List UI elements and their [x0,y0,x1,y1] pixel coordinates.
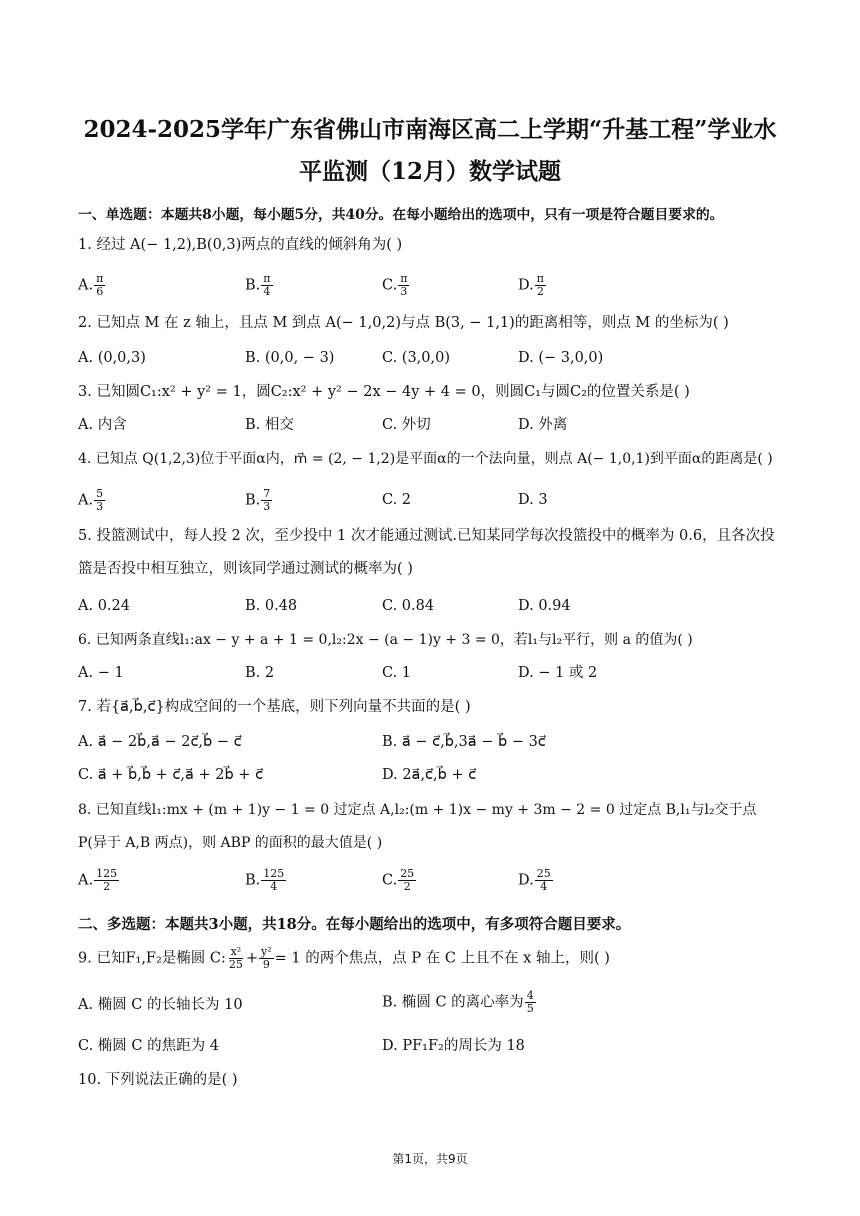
question-1-option-a: A. $\frac{\pi}{6}$ [78,272,104,299]
question-4-option-b: B. $\frac{7}{3}$ [245,487,271,514]
section-heading-single-choice: 一、单选题：本题共8小题，每小题5分，共40分。在每小题给出的选项中，只有一项是符合题目要求的。 [78,207,724,223]
page-title-line-1: 2024-2025学年广东省佛山市南海区高二上学期“升基工程”学业水 [83,116,777,143]
question-8-option-d: D. $\frac{25}{4}$ [518,867,551,894]
fraction: $\frac{\pi}{2}$ [536,272,544,299]
question-9-option-a: A. 椭圆 C 的长轴长为 10 [78,997,243,1013]
question-5-option-b: B. 0.48 [245,598,298,614]
question-3-stem: 3. 已知圆C₁:x² + y² = 1，圆C₂:x² + y² − 2x − 4y + 4 = 0，则圆C₁与圆C₂的位置关系是( ) [78,384,690,400]
fraction: $\frac{25}{2}$ [400,867,415,894]
question-7-option-d: D. 2a⃗,c⃗,b⃗ + c⃗ [382,767,477,783]
question-6-option-b: B. 2 [245,665,275,681]
question-1-option-d: D. $\frac{\pi}{2}$ [518,272,544,299]
question-2-option-d: D. (− 3,0,0) [518,350,604,366]
question-7-option-b: B. a⃗ − c⃗,b⃗,3a⃗ − b⃗ − 3c⃗ [382,734,546,750]
fraction: $\frac{5}{3}$ [96,487,104,514]
question-2-option-b: B. (0,0, − 3) [245,350,335,366]
question-1-stem: 1. 经过 A(− 1,2),B(0,3)两点的直线的倾斜角为( ) [78,237,403,253]
question-2-stem: 2. 已知点 M 在 z 轴上，且点 M 到点 A(− 1,0,2)与点 B(3, − 1,1)的距离相等，则点 M 的坐标为( ) [78,315,729,331]
fraction: $\frac{125}{4}$ [263,867,285,894]
question-1-option-c: C. $\frac{\pi}{3}$ [382,272,408,299]
question-1-option-b: B. $\frac{\pi}{4}$ [245,272,271,299]
question-5-option-d: D. 0.94 [518,598,571,614]
fraction: $\frac{4}{5}$ [526,989,534,1016]
fraction: $\frac{\pi}{3}$ [400,272,408,299]
fraction: $\frac{\text{x²}}{25}$ [228,945,243,972]
question-9-option-d: D. PF₁F₂的周长为 18 [382,1038,525,1054]
question-6-option-d: D. − 1 或 2 [518,665,598,681]
question-3-option-b: B. 相交 [245,417,294,433]
question-2-option-a: A. (0,0,3) [78,350,146,366]
question-4-option-c: C. 2 [382,492,412,508]
question-6-option-c: C. 1 [382,665,412,681]
question-9-stem: 9. 已知F₁,F₂是椭圆 C: $\frac{\text{x²}}{25}$ + $\frac{\text{y²}}{9}$ = 1 的两个焦点，点 P 在 C 上且不在 x 轴上，则( ) [78,945,610,972]
question-6-stem: 6. 已知两条直线l₁:ax − y + a + 1 = 0,l₂:2x − (a − 1)y + 3 = 0，若l₁与l₂平行，则 a 的值为( ) [78,632,693,648]
question-3-option-a: A. 内含 [78,417,127,433]
question-7-option-c: C. a⃗ + b⃗,b⃗ + c⃗,a⃗ + 2b⃗ + c⃗ [78,767,264,783]
fraction: $\frac{\text{y²}}{9}$ [261,945,272,972]
question-6-option-a: A. − 1 [78,665,124,681]
question-3-option-d: D. 外离 [518,417,568,433]
question-2-option-c: C. (3,0,0) [382,350,451,366]
question-8-option-a: A. $\frac{125}{2}$ [78,867,118,894]
fraction: $\frac{7}{3}$ [263,487,271,514]
question-5-stem: 5. 投篮测试中，每人投 2 次，至少投中 1 次才能通过测试.已知某同学每次投篮投中的概率为 0.6，且各次投篮是否投中相互独立，则该同学通过测试的概率为( ) [78,528,775,577]
question-9-option-b: B. 椭圆 C 的离心率为 $\frac{4}{5}$ [382,989,534,1016]
page-footer: 第1页，共9页 [392,1152,468,1166]
fraction: $\frac{\pi}{4}$ [263,272,271,299]
fraction: $\frac{\pi}{6}$ [96,272,104,299]
question-10-stem: 10. 下列说法正确的是( ) [78,1072,238,1088]
question-8-option-c: C. $\frac{25}{2}$ [382,867,415,894]
question-9-option-c: C. 椭圆 C 的焦距为 4 [78,1038,219,1054]
question-4-stem: 4. 已知点 Q(1,2,3)位于平面α内，m⃗ = (2, − 1,2)是平面α的一个法向量，则点 A(− 1,0,1)到平面α的距离是( ) [78,451,773,467]
question-8-option-b: B. $\frac{125}{4}$ [245,867,285,894]
question-5-option-a: A. 0.24 [78,598,130,614]
question-7-option-a: A. a⃗ − 2b⃗,a⃗ − 2c⃗,b⃗ − c⃗ [78,734,242,750]
question-4-option-a: A. $\frac{5}{3}$ [78,487,104,514]
question-5-option-c: C. 0.84 [382,598,435,614]
question-7-stem: 7. 若{a⃗,b⃗,c⃗}构成空间的一个基底，则下列向量不共面的是( ) [78,699,471,715]
fraction: $\frac{125}{2}$ [96,867,118,894]
page-title-line-2: 平监测（12月）数学试题 [298,158,561,185]
question-4-option-d: D. 3 [518,492,548,508]
section-heading-multiple-choice: 二、多选题：本题共3小题，共18分。在每小题给出的选项中，有多项符合题目要求。 [78,916,631,933]
question-3-option-c: C. 外切 [382,417,431,433]
fraction: $\frac{25}{4}$ [536,867,551,894]
question-8-stem: 8. 已知直线l₁:mx + (m + 1)y − 1 = 0 过定点 A,l₂:(m + 1)x − my + 3m − 2 = 0 过定点 B,l₁与l₂交于点 P(异于 A,B 两点)，则 ABP 的面积的最大值是( ) [78,802,757,851]
